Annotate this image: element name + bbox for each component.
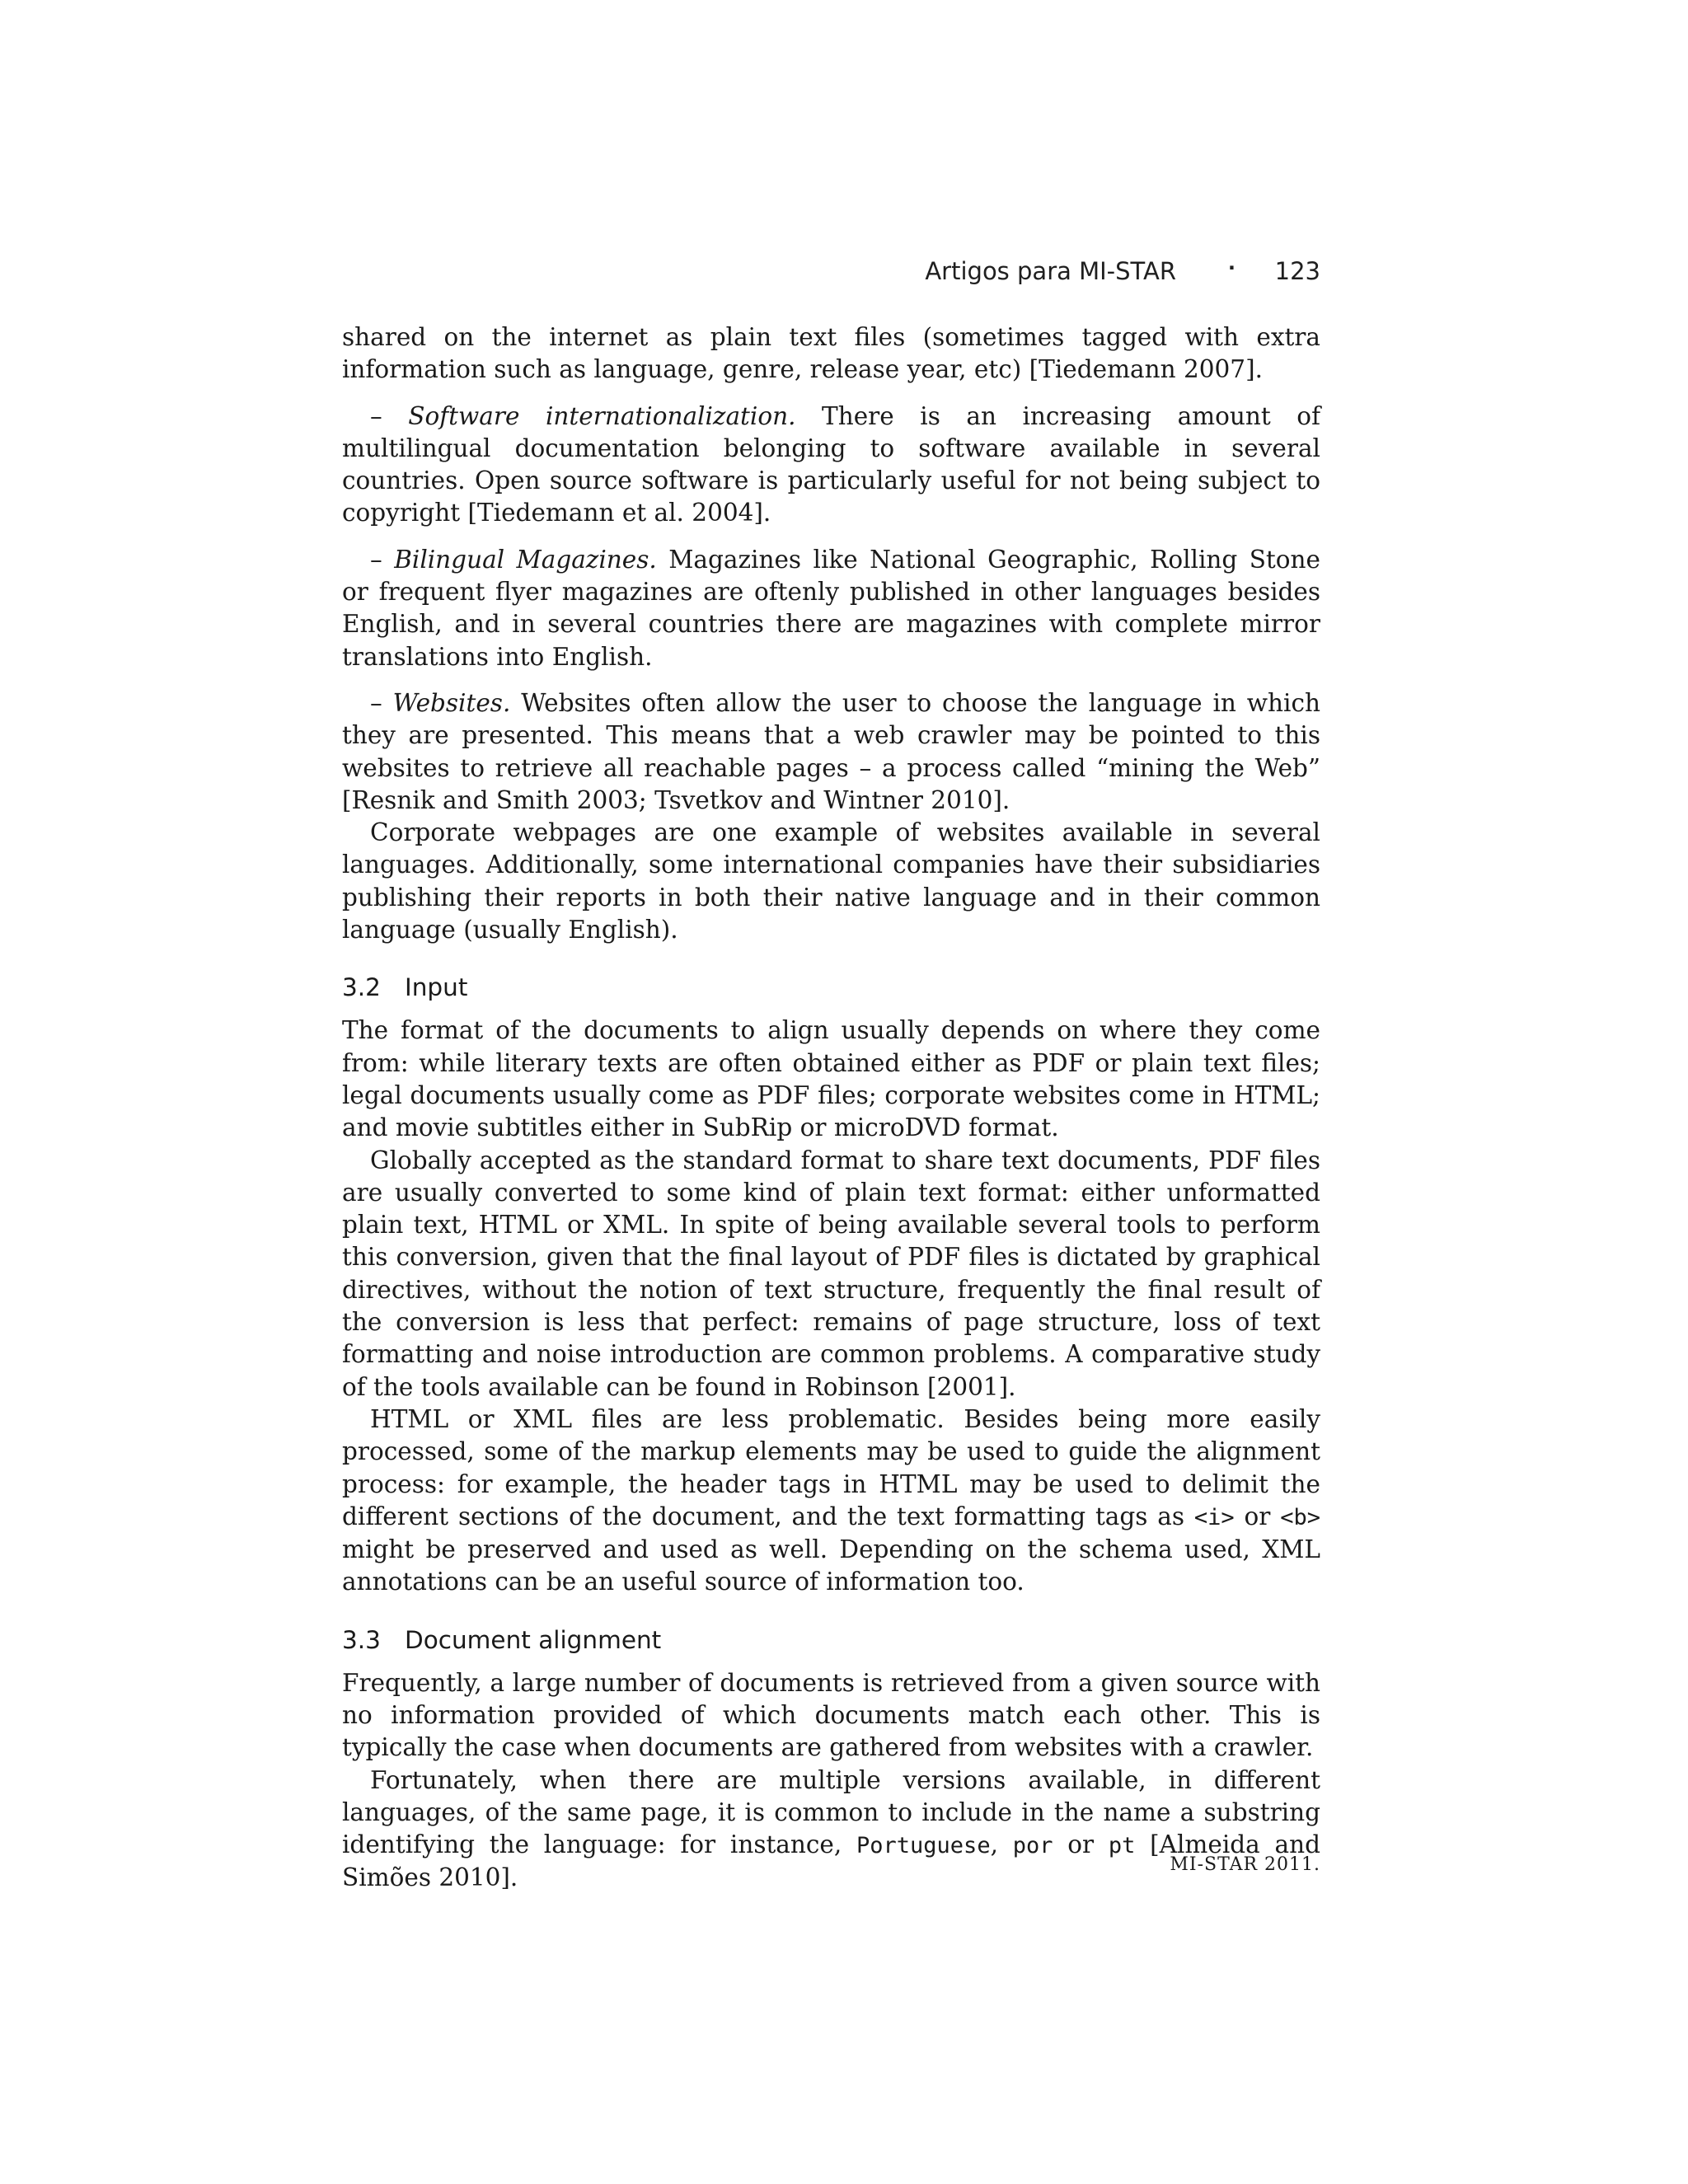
section-number: 3.3 bbox=[342, 1625, 381, 1654]
text-run: or bbox=[1234, 1502, 1281, 1530]
paragraph-document-retrieval: Frequently, a large number of documents is retrieved from a given source with no information provided of which documents match each other. This is typically the case when documents are gathered from websites with a crawler. bbox=[342, 1668, 1320, 1762]
item-title-websites: Websites. bbox=[392, 688, 511, 717]
text-run: or bbox=[1053, 1830, 1109, 1859]
text-run: might be preserved and used as well. Depending on the schema used, XML annotations can be an useful source of information too. bbox=[342, 1535, 1320, 1596]
paragraph-software-i18n bbox=[342, 401, 1320, 530]
code-tag-b: <b> bbox=[1280, 1504, 1320, 1530]
paragraph-html-xml bbox=[342, 1404, 1320, 1599]
item-title-magazines: Bilingual Magazines. bbox=[394, 545, 657, 574]
dash-marker: – bbox=[370, 688, 393, 717]
body-text bbox=[342, 321, 1320, 1895]
paragraph-pdf-conversion: Globally accepted as the standard format to share text documents, PDF files are usually converted to some kind of plain text format: either unformatted plain text, HTML or XML. In spite of being available several tools to perform this conversion, given that the final layout of PDF files is dictated by graphical directives, without the notion of text structure, frequently the final result of the conversion is less that perfect: remains of page structure, loss of text formatting and noise introduction are common problems. A comparative study of the tools available can be found in Robinson [2001]. bbox=[342, 1146, 1320, 1401]
running-head-separator: · bbox=[1227, 256, 1236, 279]
section-title: Document alignment bbox=[405, 1625, 662, 1654]
text-run: Fortunately, when there are multiple versions available, in different languages, of the same page, it is common to include in the name a substring identifying the language: for instance, bbox=[342, 1765, 1320, 1859]
code-tag-i: <i> bbox=[1193, 1504, 1235, 1530]
running-head bbox=[342, 252, 1320, 290]
text-run: , bbox=[990, 1830, 1013, 1859]
paragraph-sources-continued: shared on the internet as plain text files (sometimes tagged with extra information such as language, genre, release year, etc) [Tiedemann 2007]. bbox=[342, 323, 1320, 384]
paragraph-language-substring bbox=[342, 1765, 1320, 1895]
item-text-magazines: Magazines like National Geographic, Rolling Stone or frequent flyer magazines are oftenly published in other languages besides English, and in several countries there are magazines with complete mirror translations into English. bbox=[342, 545, 1320, 671]
text-run: HTML or XML files are less problematic. Besides being more easily processed, some of the markup elements may be used to guide the alignment process: for example, the header tags in HTML may be used to delimit the different sections of the document, and the text formatting tags as bbox=[342, 1404, 1320, 1530]
running-head-journal: Artigos para MI-STAR bbox=[925, 257, 1176, 285]
code-portuguese: Portuguese bbox=[856, 1833, 991, 1859]
code-por: por bbox=[1012, 1833, 1053, 1859]
dash-marker: – bbox=[370, 545, 395, 574]
section-title: Input bbox=[405, 973, 468, 1002]
section-heading-document-alignment bbox=[342, 1624, 1320, 1657]
paragraph-corporate-webpages: Corporate webpages are one example of websites available in several languages. Additionally, some international companies have their subsidiaries publishing their reports in both their native language and in their common language (usually English). bbox=[342, 818, 1320, 944]
page-number: 123 bbox=[1274, 257, 1320, 285]
text-run: [Almeida and Simões 2010]. bbox=[342, 1830, 1320, 1892]
paragraph-input-format: The format of the documents to align usually depends on where they come from: while literary texts are often obtained either as PDF or plain text files; legal documents usually come as PDF files; corporate websites come in HTML; and movie subtitles either in SubRip or microDVD format. bbox=[342, 1016, 1320, 1142]
dash-marker: – bbox=[370, 401, 409, 430]
paragraph-websites bbox=[342, 687, 1320, 817]
page-footer: MI-STAR 2011. bbox=[1170, 1854, 1320, 1875]
paragraph-bilingual-magazines bbox=[342, 544, 1320, 673]
code-pt: pt bbox=[1108, 1833, 1136, 1859]
section-heading-input bbox=[342, 971, 1320, 1004]
section-number: 3.2 bbox=[342, 973, 381, 1002]
item-text-software: There is an increasing amount of multilingual documentation belonging to software available in several countries. Open source software is particularly useful for not being subject to copyright [Tiedemann et al. 2004]. bbox=[342, 401, 1320, 527]
item-title-software: Software internationalization. bbox=[408, 401, 796, 430]
item-text-websites: Websites often allow the user to choose the language in which they are presented. This means that a web crawler may be pointed to this websites to retrieve all reachable pages – a process called “mining the Web” [Resnik and Smith 2003; Tsvetkov and Wintner 2010]. bbox=[342, 688, 1320, 814]
